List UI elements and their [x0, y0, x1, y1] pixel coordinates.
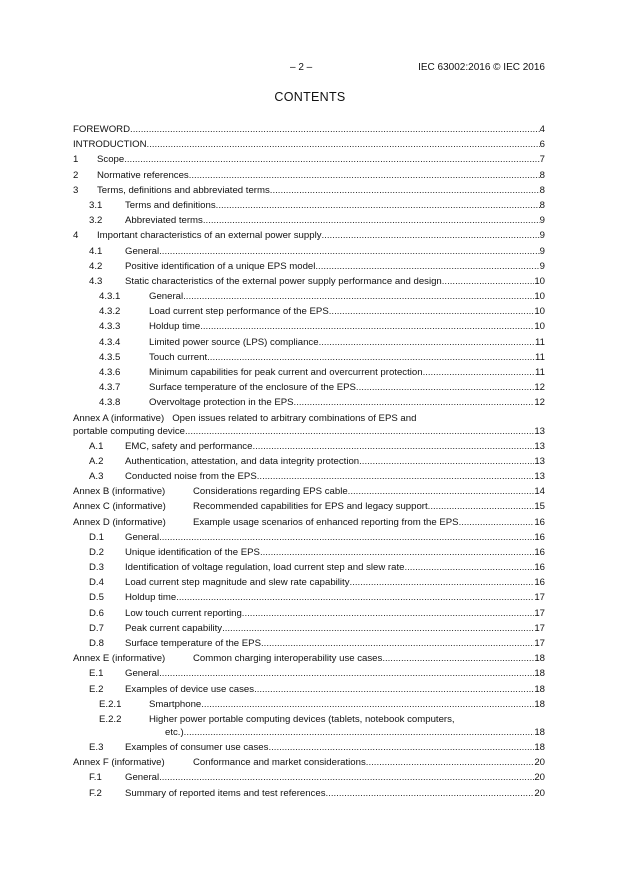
toc-entry-number: 4 — [73, 230, 79, 242]
toc-entry-number: D.1 — [89, 531, 104, 543]
toc-entry-line — [73, 424, 545, 439]
toc-entry-title: Examples of consumer use cases — [125, 741, 269, 753]
toc-entry-number: 4.3.5 — [99, 351, 121, 363]
toc-entry-title: Static characteristics of the external power supply performance and design — [125, 275, 442, 287]
toc-page-number: 13 — [534, 440, 545, 452]
toc-page-number: 18 — [534, 653, 545, 665]
toc-entry-number: E.2 — [89, 683, 104, 695]
toc-dot-leader — [176, 590, 534, 605]
toc-entry-number: 4.3.3 — [99, 321, 121, 333]
toc-entry-title: Abbreviated terms — [125, 215, 203, 227]
toc-page-number: 12 — [534, 397, 545, 409]
toc-dot-leader — [270, 183, 540, 198]
toc-entry[interactable] — [73, 515, 545, 530]
toc-entry-title: Peak current capability — [125, 622, 223, 634]
toc-entry[interactable] — [73, 636, 545, 651]
toc-entry-line — [125, 560, 545, 575]
toc-entry-number: 3.2 — [89, 215, 103, 227]
toc-entry-number: A.1 — [89, 440, 104, 452]
toc-page-number: 6 — [539, 139, 545, 151]
toc-page-number: 18 — [534, 741, 545, 753]
toc-entry-number: 4.3.2 — [99, 306, 121, 318]
toc-entry-title-line1: Higher power portable computing devices (tablets, notebook computers, — [149, 713, 455, 725]
toc-entry-number: Annex E (informative) — [73, 653, 166, 665]
toc-entry-line — [125, 682, 545, 697]
page-number: – 2 – — [290, 62, 313, 73]
toc-entry-number: 4.3 — [89, 275, 103, 287]
toc-entry[interactable] — [73, 484, 545, 499]
toc-dot-leader — [294, 395, 535, 410]
toc-dot-leader — [326, 786, 535, 801]
toc-entry[interactable] — [73, 168, 545, 183]
toc-entry-line — [149, 365, 545, 380]
toc-entry-number: 4.3.4 — [99, 336, 121, 348]
toc-entry[interactable] — [73, 152, 545, 167]
toc-entry-title: portable computing device — [73, 425, 185, 437]
toc-entry-line — [73, 122, 545, 137]
toc-entry-title: FOREWORD — [73, 124, 131, 135]
toc-entry[interactable] — [73, 289, 545, 304]
toc-entry-title: Example usage scenarios of enhanced reporting from the EPS — [193, 516, 459, 528]
toc-entry-line — [97, 228, 545, 243]
toc-entry-line — [193, 755, 545, 770]
toc-entry-number: E.2.1 — [99, 698, 122, 710]
toc-entry-number: A.3 — [89, 470, 104, 482]
toc-entry-number: Annex D (informative) — [73, 516, 166, 528]
toc-dot-leader — [252, 439, 534, 454]
toc-dot-leader — [382, 651, 534, 666]
toc-dot-leader — [189, 168, 540, 183]
toc-dot-leader — [319, 335, 535, 350]
table-of-contents — [73, 122, 545, 801]
toc-entry-title: Low touch current reporting — [125, 607, 242, 619]
toc-dot-leader — [348, 484, 535, 499]
toc-entry-title: Recommended capabilities for EPS and legacy support — [193, 501, 428, 513]
toc-dot-leader — [366, 755, 535, 770]
toc-dot-leader — [322, 228, 540, 243]
toc-entry-title: Conducted noise from the EPS — [125, 470, 257, 482]
toc-entry-number: 4.1 — [89, 245, 103, 257]
toc-page-number: 10 — [534, 306, 545, 318]
toc-entry-number: 4.3.8 — [99, 397, 121, 409]
toc-entry-line — [125, 606, 545, 621]
toc-page-number: 9 — [539, 260, 545, 272]
toc-page-number: 10 — [534, 321, 545, 333]
toc-page-number: 4 — [539, 124, 545, 135]
toc-entry[interactable] — [73, 454, 545, 469]
toc-entry-title: etc.) — [165, 726, 184, 738]
toc-entry-line — [193, 515, 545, 530]
toc-page-number: 18 — [534, 698, 545, 710]
toc-entry-line — [149, 289, 545, 304]
toc-entry-number: Annex A (informative) — [73, 412, 165, 424]
toc-entry-line — [125, 545, 545, 560]
toc-page-number: 17 — [534, 592, 545, 604]
toc-entry-title: General — [125, 772, 160, 784]
toc-entry-title: Holdup time — [149, 321, 201, 333]
toc-entry-title: Important characteristics of an external power supply — [97, 230, 322, 242]
toc-entry-title: General — [125, 245, 160, 257]
toc-entry[interactable] — [73, 545, 545, 560]
toc-page-number: 18 — [534, 683, 545, 695]
toc-dot-leader — [359, 454, 534, 469]
toc-dot-leader — [423, 365, 535, 380]
toc-dot-leader — [315, 259, 539, 274]
toc-entry-title: EMC, safety and performance — [125, 440, 253, 452]
toc-entry-number: D.2 — [89, 546, 104, 558]
toc-entry[interactable] — [73, 530, 545, 545]
toc-entry-line — [125, 636, 545, 651]
toc-entry-number: 3.1 — [89, 199, 103, 211]
toc-page-number: 8 — [539, 169, 545, 181]
toc-entry-title: Normative references — [97, 169, 189, 181]
toc-entry[interactable] — [73, 682, 545, 697]
toc-dot-leader — [329, 304, 535, 319]
toc-entry-number: D.3 — [89, 562, 104, 574]
toc-entry-title: Common charging interoperability use cases — [193, 653, 383, 665]
toc-dot-leader — [216, 198, 540, 213]
toc-entry-line — [149, 319, 545, 334]
toc-page-number: 20 — [534, 757, 545, 769]
toc-entry[interactable] — [73, 621, 545, 636]
toc-entry-number: 1 — [73, 154, 79, 166]
toc-dot-leader — [404, 560, 534, 575]
toc-dot-leader — [159, 244, 540, 259]
toc-entry-number: D.8 — [89, 638, 104, 649]
toc-dot-leader — [130, 122, 540, 137]
toc-entry-line — [125, 198, 545, 213]
toc-entry-number: 4.2 — [89, 260, 103, 272]
toc-entry-title: General — [125, 531, 160, 543]
toc-entry[interactable] — [73, 198, 545, 213]
toc-page-number: 7 — [539, 154, 545, 166]
toc-entry[interactable] — [73, 335, 545, 350]
toc-entry-line — [125, 259, 545, 274]
toc-entry[interactable] — [73, 469, 545, 484]
toc-dot-leader — [428, 499, 535, 514]
toc-entry-line — [125, 666, 545, 681]
toc-entry-line — [125, 590, 545, 605]
toc-entry-title: Limited power source (LPS) compliance — [149, 336, 319, 348]
toc-entry-title: INTRODUCTION — [73, 139, 147, 151]
toc-page-number: 17 — [534, 622, 545, 634]
toc-entry-line — [125, 575, 545, 590]
toc-entry[interactable] — [73, 606, 545, 621]
toc-entry-line — [97, 168, 545, 183]
toc-entry[interactable] — [73, 770, 545, 785]
toc-dot-leader — [260, 545, 534, 560]
toc-entry[interactable] — [73, 274, 545, 289]
toc-page-number: 11 — [535, 336, 545, 348]
toc-entry[interactable] — [73, 740, 545, 755]
toc-entry[interactable] — [73, 651, 545, 666]
standard-reference: IEC 63002:2016 © IEC 2016 — [418, 62, 545, 73]
toc-page-number: 16 — [534, 516, 545, 528]
toc-entry[interactable] — [73, 259, 545, 274]
toc-entry-title: Touch current — [149, 351, 208, 363]
toc-entry-line — [125, 274, 545, 289]
toc-entry-line — [125, 244, 545, 259]
toc-entry-number: A.2 — [89, 455, 104, 467]
toc-entry[interactable] — [73, 712, 545, 740]
toc-entry[interactable] — [73, 365, 545, 380]
toc-entry-title: General — [125, 668, 160, 680]
toc-entry-line — [97, 152, 545, 167]
toc-page-number: 16 — [534, 562, 545, 574]
toc-entry-line — [125, 454, 545, 469]
toc-entry[interactable] — [73, 395, 545, 410]
toc-entry-title: Positive identification of a unique EPS model — [125, 260, 316, 272]
toc-entry-title: Smartphone — [149, 698, 202, 710]
toc-dot-leader — [207, 350, 535, 365]
toc-dot-leader — [159, 530, 534, 545]
toc-dot-leader — [268, 740, 534, 755]
toc-page-number: 10 — [534, 291, 545, 303]
toc-entry-title: Terms and definitions — [125, 199, 216, 211]
toc-dot-leader — [200, 319, 534, 334]
toc-entry-number: E.1 — [89, 668, 104, 680]
toc-entry-title: Authentication, attestation, and data integrity protection — [125, 455, 360, 467]
toc-entry-title-line1: Open issues related to arbitrary combinations of EPS and — [172, 412, 417, 424]
toc-entry-title: Load current step performance of the EPS — [149, 306, 329, 318]
toc-page-number: 9 — [539, 215, 545, 227]
toc-entry-line — [193, 499, 545, 514]
toc-page-number: 18 — [534, 726, 545, 738]
toc-entry[interactable] — [73, 786, 545, 801]
toc-entry[interactable] — [73, 439, 545, 454]
toc-spacer — [164, 413, 172, 424]
toc-page-number: 13 — [534, 455, 545, 467]
toc-page-number: 11 — [535, 367, 545, 378]
page-title: CONTENTS — [274, 90, 346, 104]
toc-entry[interactable] — [73, 137, 545, 152]
toc-dot-leader — [184, 725, 535, 740]
toc-entry-number: 3 — [73, 184, 79, 196]
toc-entry-title: Holdup time — [125, 592, 177, 604]
toc-entry-title: Summary of reported items and test references — [125, 787, 326, 799]
toc-entry-number: E.2.2 — [99, 713, 122, 725]
toc-entry-title: Conformance and market considerations — [193, 757, 366, 769]
toc-dot-leader — [203, 213, 540, 228]
toc-entry-title: Considerations regarding EPS cable — [193, 486, 348, 498]
toc-page-number: 13 — [534, 470, 545, 482]
toc-page-number: 20 — [534, 772, 545, 784]
toc-dot-leader — [261, 636, 534, 651]
toc-dot-leader — [185, 424, 534, 439]
toc-entry-title: Overvoltage protection in the EPS — [149, 397, 294, 409]
toc-entry-title: Surface temperature of the enclosure of the EPS — [149, 382, 356, 394]
toc-page-number: 13 — [534, 425, 545, 437]
toc-entry-line — [149, 350, 545, 365]
toc-entry[interactable] — [73, 350, 545, 365]
toc-entry-line — [149, 304, 545, 319]
toc-entry-number: 4.3.7 — [99, 382, 121, 394]
toc-dot-leader — [459, 515, 535, 530]
toc-entry[interactable] — [73, 560, 545, 575]
toc-entry[interactable] — [73, 755, 545, 770]
toc-entry[interactable] — [73, 244, 545, 259]
toc-page-number: 16 — [534, 546, 545, 558]
toc-dot-leader — [442, 274, 535, 289]
toc-dot-leader — [183, 289, 534, 304]
toc-entry-line — [149, 697, 545, 712]
toc-dot-leader — [242, 606, 535, 621]
toc-entry-number: D.4 — [89, 577, 104, 589]
toc-entry-line — [149, 395, 545, 410]
toc-dot-leader — [147, 137, 540, 152]
toc-page-number: 8 — [539, 184, 545, 196]
toc-page-number: 12 — [534, 382, 545, 394]
toc-entry-line — [125, 469, 545, 484]
toc-entry-number: 4.3.6 — [99, 367, 121, 378]
toc-entry[interactable] — [73, 319, 545, 334]
toc-entry[interactable] — [73, 304, 545, 319]
toc-entry-line — [125, 770, 545, 785]
toc-page-number: 9 — [539, 245, 545, 257]
toc-entry-line — [149, 380, 545, 395]
toc-entry[interactable] — [73, 575, 545, 590]
toc-entry-number: E.3 — [89, 741, 104, 753]
toc-dot-leader — [159, 770, 534, 785]
toc-entry-line — [193, 651, 545, 666]
toc-entry-number: F.2 — [89, 787, 102, 799]
toc-entry-number: D.7 — [89, 622, 104, 634]
toc-page-number: 16 — [534, 577, 545, 589]
toc-entry-number: D.5 — [89, 592, 104, 604]
toc-entry-line — [125, 530, 545, 545]
toc-page-number: 17 — [534, 607, 545, 619]
toc-entry-line — [125, 213, 545, 228]
toc-entry[interactable] — [73, 213, 545, 228]
toc-entry-title: Examples of device use cases — [125, 683, 255, 695]
toc-entry-title: Surface temperature of the EPS — [125, 638, 261, 649]
toc-entry-line — [165, 725, 545, 740]
toc-entry-line — [125, 621, 545, 636]
toc-dot-leader — [350, 575, 535, 590]
toc-entry-number: D.6 — [89, 607, 104, 619]
toc-entry[interactable] — [73, 499, 545, 514]
toc-page-number: 10 — [534, 275, 545, 287]
toc-entry[interactable] — [73, 697, 545, 712]
toc-entry-title: Unique identification of the EPS — [125, 546, 260, 558]
toc-entry-number: 2 — [73, 169, 79, 181]
toc-dot-leader — [124, 152, 539, 167]
toc-page-number: 9 — [539, 230, 545, 242]
toc-entry[interactable] — [73, 411, 545, 439]
toc-entry-line — [125, 439, 545, 454]
toc-entry[interactable] — [73, 590, 545, 605]
toc-entry-title: General — [149, 291, 184, 303]
toc-entry-title: Identification of voltage regulation, load current step and slew rate — [125, 562, 405, 574]
toc-dot-leader — [356, 380, 534, 395]
toc-dot-leader — [201, 697, 534, 712]
toc-entry-number: Annex F (informative) — [73, 757, 165, 769]
toc-entry[interactable] — [73, 380, 545, 395]
toc-entry-number: F.1 — [89, 772, 102, 784]
toc-entry[interactable] — [73, 183, 545, 198]
toc-page-number: 18 — [534, 668, 545, 680]
toc-page-number: 16 — [534, 531, 545, 543]
toc-entry-line — [125, 786, 545, 801]
toc-entry[interactable] — [73, 228, 545, 243]
toc-entry-line — [97, 183, 545, 198]
toc-entry-number: Annex B (informative) — [73, 486, 166, 498]
toc-entry-line — [149, 335, 545, 350]
toc-page-number: 15 — [534, 501, 545, 513]
toc-dot-leader — [257, 469, 535, 484]
toc-dot-leader — [159, 666, 534, 681]
toc-entry-title: Minimum capabilities for peak current and overcurrent protection — [149, 367, 423, 378]
toc-page-number: 8 — [539, 199, 545, 211]
toc-entry-line — [73, 137, 545, 152]
toc-entry[interactable] — [73, 122, 545, 137]
toc-entry[interactable] — [73, 666, 545, 681]
toc-entry-line — [193, 484, 545, 499]
toc-page-number: 17 — [534, 638, 545, 649]
toc-page-number: 20 — [534, 787, 545, 799]
toc-entry-title: Scope — [97, 154, 125, 166]
toc-page-number: 11 — [535, 351, 545, 363]
toc-dot-leader — [254, 682, 534, 697]
toc-entry-title: Terms, definitions and abbreviated terms — [97, 184, 270, 196]
toc-entry-line — [125, 740, 545, 755]
toc-entry-number: Annex C (informative) — [73, 501, 166, 513]
toc-entry-title: Load current step magnitude and slew rate capability — [125, 577, 350, 589]
toc-dot-leader — [222, 621, 534, 636]
toc-page-number: 14 — [534, 486, 545, 498]
toc-entry-number: 4.3.1 — [99, 291, 121, 303]
